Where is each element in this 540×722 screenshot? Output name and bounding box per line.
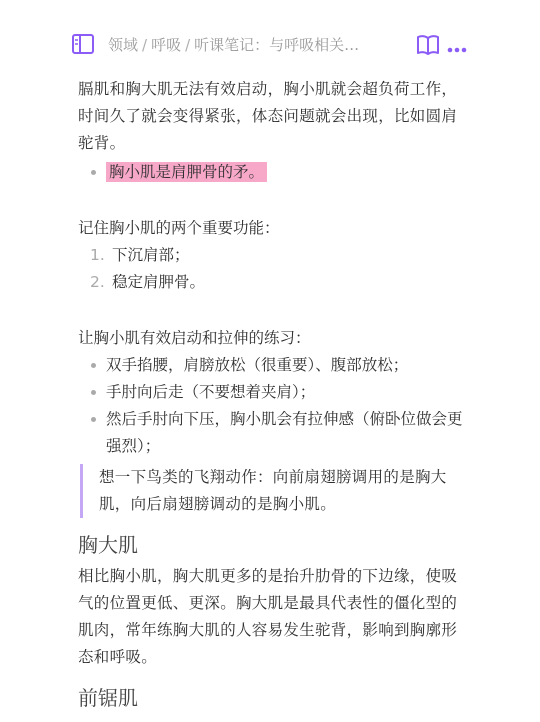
breadcrumb-item-domain[interactable]: 领域 <box>108 36 139 54</box>
breadcrumb-item-note[interactable]: 听课笔记：与呼吸相关… <box>194 36 360 54</box>
more-dots-icon[interactable] <box>447 40 467 50</box>
breadcrumb <box>108 34 359 56</box>
bullet-dot <box>91 390 96 395</box>
sidebar-toggle-icon[interactable] <box>72 34 94 54</box>
top-bar <box>0 0 540 78</box>
blockquote <box>80 464 470 518</box>
heading-serratus: 前锯肌 <box>78 686 138 710</box>
list-item-text: 双手掐腰，肩膀放松（很重要）、腹部放松； <box>106 356 409 374</box>
note-content <box>78 76 470 712</box>
list-item-text: 然后手肘向下压，胸小肌会有拉伸感（俯卧位做会更强烈）； <box>106 410 463 455</box>
paragraph-pec-major: 相比胸小肌，胸大肌更多的是抬升肋骨的下边缘，使吸气的位置更低、更深。胸大肌是最具代表性的僵化型的肌肉，常年练胸大肌的人容易发生驼背，影响到胸廓形态和呼吸。 <box>78 567 458 666</box>
list-item <box>78 242 470 269</box>
breadcrumb-separator: / <box>185 36 191 54</box>
breadcrumb-separator: / <box>142 36 148 54</box>
bullet-dot <box>91 417 96 422</box>
exercise-title: 让胸小肌有效启动和拉伸的练习： <box>78 329 311 347</box>
list-item-text: 下沉肩部； <box>112 246 190 264</box>
list-item <box>78 352 470 379</box>
list-item <box>78 406 470 460</box>
breadcrumb-item-breathing[interactable]: 呼吸 <box>151 36 182 54</box>
list-item <box>78 269 470 296</box>
list-number: 2. <box>90 273 105 291</box>
functions-title: 记住胸小肌的两个重要功能： <box>78 219 280 237</box>
bullet-dot <box>91 363 96 368</box>
quote-text: 想一下鸟类的飞翔动作：向前扇翅膀调用的是胸大肌，向后扇翅膀调动的是胸小肌。 <box>99 468 447 513</box>
functions-list <box>78 242 470 296</box>
book-open-icon[interactable] <box>416 34 440 56</box>
exercise-list <box>78 352 470 460</box>
heading-pec-major: 胸大肌 <box>78 533 138 557</box>
bullet-dot <box>91 170 96 175</box>
highlight-list <box>78 159 470 186</box>
paragraph-intro: 膈肌和胸大肌无法有效启动，胸小肌就会超负荷工作，时间久了就会变得紧张，体态问题就会出现，比如圆肩驼背。 <box>78 80 458 152</box>
list-number: 1. <box>90 246 105 264</box>
list-item <box>78 159 470 186</box>
list-item-text: 稳定肩胛骨。 <box>112 273 206 291</box>
list-item-text: 手肘向后走（不要想着夹肩）； <box>106 383 316 401</box>
highlighted-text: 胸小肌是肩胛骨的矛。 <box>106 162 267 182</box>
list-item <box>78 379 470 406</box>
